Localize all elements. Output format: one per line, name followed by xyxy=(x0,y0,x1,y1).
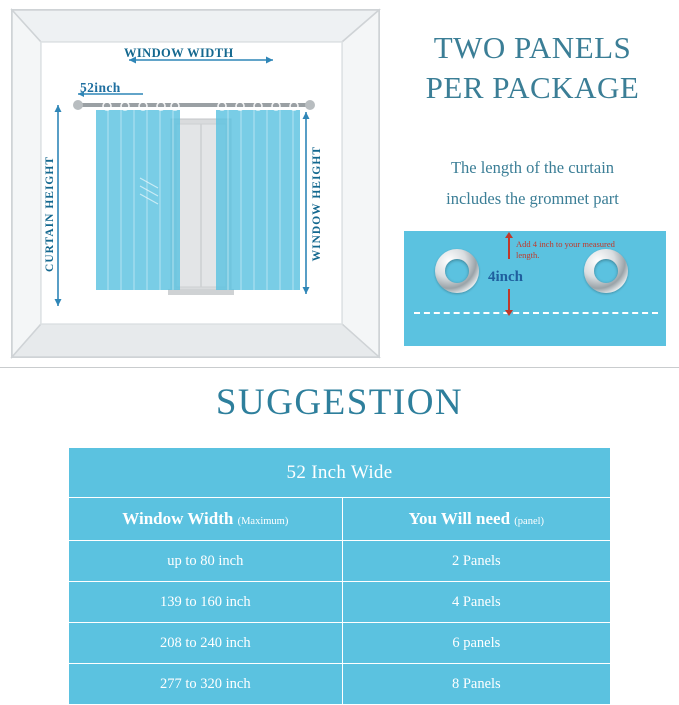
table-row xyxy=(69,623,611,664)
label-panel-width: 52inch xyxy=(80,80,121,95)
headline-subtext xyxy=(390,152,675,215)
subtext-line-1: The length of the curtain xyxy=(450,158,615,177)
suggestion-table xyxy=(68,447,611,705)
cell-window-width: 139 to 160 inch xyxy=(69,582,343,623)
header-window-width xyxy=(69,498,343,541)
label-curtain-height: CURTAIN HEIGHT xyxy=(44,156,56,272)
cell-window-width: 277 to 320 inch xyxy=(69,664,343,705)
grommet-note: Add 4 inch to your measured length. xyxy=(516,239,615,260)
table-row xyxy=(69,664,611,705)
cell-panels: 4 Panels xyxy=(342,582,610,623)
headline-line-1: TWO PANELS xyxy=(433,30,632,65)
header-you-will-need-main: You Will need xyxy=(408,509,515,528)
suggestion-table-wrapper xyxy=(68,447,611,705)
room-window-diagram xyxy=(8,6,383,361)
grommet-ring-left-icon xyxy=(435,249,479,293)
cell-panels: 2 Panels xyxy=(342,541,610,582)
cell-panels: 8 Panels xyxy=(342,664,610,705)
cell-window-width: 208 to 240 inch xyxy=(69,623,343,664)
label-window-width: WINDOW WIDTH xyxy=(124,46,234,60)
arrow-up-icon xyxy=(508,237,510,259)
grommet-dashed-guide xyxy=(414,312,658,314)
header-you-will-need xyxy=(342,498,610,541)
cell-panels: 6 panels xyxy=(342,623,610,664)
arrow-down-icon xyxy=(508,289,510,311)
suggestion-title: SUGGESTION xyxy=(215,382,464,423)
headline-line-2: PER PACKAGE xyxy=(425,69,640,105)
table-title-row xyxy=(69,448,611,498)
cell-window-width: up to 80 inch xyxy=(69,541,343,582)
subtext-line-2: includes the grommet part xyxy=(446,189,619,209)
table-row xyxy=(69,582,611,623)
section-divider xyxy=(0,367,679,368)
label-window-height: WINDOW HEIGHT xyxy=(311,146,323,262)
grommet-illustration xyxy=(404,231,666,346)
table-header-row xyxy=(69,498,611,541)
grommet-measure-label: 4inch xyxy=(488,269,524,285)
header-you-will-need-sub: (panel) xyxy=(514,516,545,527)
header-window-width-sub: (Maximum) xyxy=(237,516,289,527)
header-window-width-main: Window Width xyxy=(122,509,238,528)
page-title xyxy=(390,28,675,107)
table-row xyxy=(69,541,611,582)
table-title-cell: 52 Inch Wide xyxy=(69,448,611,498)
